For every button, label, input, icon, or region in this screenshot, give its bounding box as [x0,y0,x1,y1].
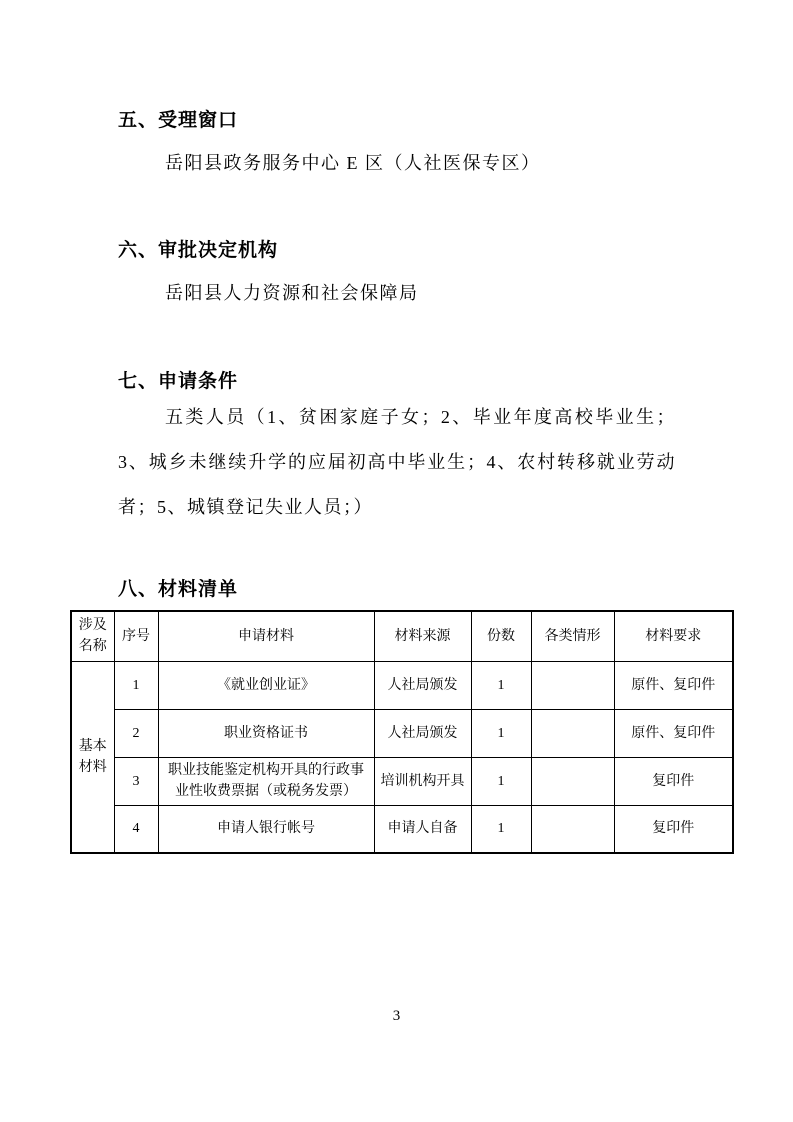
source-cell: 培训机构开具 [374,757,471,805]
section-8-heading: 八、材料清单 [118,579,239,600]
table-row [71,757,733,805]
table-row [71,661,733,709]
materials-table [70,610,734,854]
section-7-heading: 七、申请条件 [118,371,239,392]
section-5-heading: 五、受理窗口 [118,110,239,131]
no-cell: 4 [114,805,158,853]
copies-cell: 1 [471,805,531,853]
col-header-case: 各类情形 [531,611,614,661]
material-cell: 职业技能鉴定机构开具的行政事业性收费票据（或税务发票） [158,757,374,805]
case-cell [531,757,614,805]
no-cell: 3 [114,757,158,805]
no-cell: 2 [114,709,158,757]
material-cell: 申请人银行帐号 [158,805,374,853]
section-6-heading: 六、审批决定机构 [118,240,279,261]
requirement-cell: 原件、复印件 [614,661,733,709]
case-cell [531,709,614,757]
requirement-cell: 复印件 [614,805,733,853]
col-header-copies: 份数 [471,611,531,661]
page-number: 3 [392,1008,401,1024]
material-cell: 《就业创业证》 [158,661,374,709]
source-cell: 人社局颁发 [374,709,471,757]
materials-table-header [71,611,733,661]
requirement-cell: 复印件 [614,757,733,805]
section-6-body: 岳阳县人力资源和社会保障局 [165,283,419,303]
section-5-body: 岳阳县政务服务中心 E 区（人社医保专区） [165,153,541,173]
copies-cell: 1 [471,661,531,709]
table-row [71,709,733,757]
col-header-material: 申请材料 [158,611,374,661]
no-cell: 1 [114,661,158,709]
requirement-cell: 原件、复印件 [614,709,733,757]
case-cell [531,805,614,853]
copies-cell: 1 [471,757,531,805]
material-cell: 职业资格证书 [158,709,374,757]
copies-cell: 1 [471,709,531,757]
col-header-requirement: 材料要求 [614,611,733,661]
table-row [71,805,733,853]
case-cell [531,661,614,709]
col-header-source: 材料来源 [374,611,471,661]
section-7-body: 五类人员（1、贫困家庭子女；2、毕业年度高校毕业生；3、城乡未继续升学的应届初高中毕业生；4、农村转移就业劳动者；5、城镇登记失业人员；） [118,407,676,517]
col-header-no: 序号 [114,611,158,661]
source-cell: 人社局颁发 [374,661,471,709]
category-cell: 基本材料 [71,661,114,853]
source-cell: 申请人自备 [374,805,471,853]
col-header-category: 涉及名称 [71,611,114,661]
